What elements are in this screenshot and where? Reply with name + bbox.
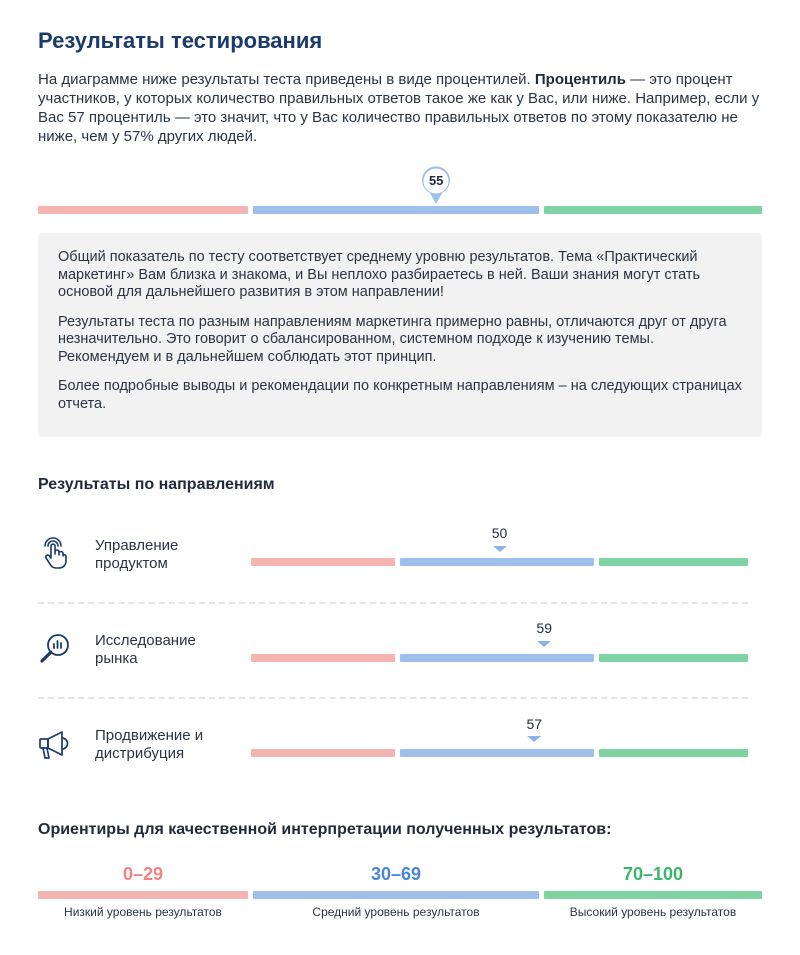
overall-marker-pin: [420, 166, 452, 206]
intro-part2: — это процент участников, у которых количество правильных ответов такое же как у Вас, или ниже. Например, если у Вас 57 процентиль — это значит, что у Вас количество правильных ответов по этому показателю не ниже, чем у 57% других людей.: [38, 71, 760, 145]
magnifier-chart-icon: [38, 632, 72, 666]
guide-scale-high: [544, 891, 762, 899]
direction-scale-mid: [400, 749, 594, 757]
direction-marker-promotion: [527, 736, 541, 742]
row-divider: [38, 602, 748, 604]
overall-scale-mid: [253, 206, 539, 214]
page-title: Результаты тестирования: [38, 28, 323, 53]
overall-scale-high: [544, 206, 762, 214]
summary-box: [38, 233, 762, 437]
touch-hand-icon: [38, 536, 72, 570]
direction-scale-high: [599, 749, 748, 757]
overall-scale-low: [38, 206, 248, 214]
intro-part1: На диаграмме ниже результаты теста приведены в виде процентилей.: [38, 71, 535, 88]
overall-marker-value: 55: [428, 173, 444, 188]
megaphone-icon: [38, 728, 72, 762]
range-label-mid: Средний уровень результатов: [312, 905, 480, 919]
directions-heading: Результаты по направлениям: [38, 476, 275, 493]
direction-scale-mid: [400, 654, 594, 662]
direction-value-promotion: 57: [526, 716, 543, 732]
summary-paragraph: Общий показатель по тесту соответствует среднему уровню результатов. Тема «Практический маркетинг» Вам близка и знакома, и Вы неплохо разбираетесь в ней. Ваши знания могут стать основой для дальнейшего развития в этом направлении!: [58, 249, 701, 300]
summary-paragraph: Результаты теста по разным направлениям маркетинга примерно равны, отличаются друг от друга незначительно. Это говорит о сбалансированном, системном подходе к изучению темы. Рекомендуем и в дальнейшем соблюдать этот принцип.: [58, 313, 727, 365]
direction-label-product: Управление продуктом: [95, 537, 179, 572]
intro-text: [38, 70, 766, 146]
direction-scale-low: [251, 654, 395, 662]
intro-bold-term: Процентиль: [534, 71, 626, 88]
row-divider: [38, 697, 748, 699]
summary-paragraph: Более подробные выводы и рекомендации по конкретным направлениям – на следующих страницах отчета.: [58, 378, 742, 412]
direction-label-promotion: Продвижение и дистрибуция: [95, 727, 204, 762]
range-label-low: Низкий уровень результатов: [64, 905, 222, 919]
direction-scale-low: [251, 558, 395, 566]
direction-scale-mid: [400, 558, 594, 566]
range-value-low: 0–29: [122, 864, 164, 884]
direction-marker-product: [493, 546, 507, 552]
range-label-high: Высокий уровень результатов: [569, 905, 737, 919]
direction-scale-low: [251, 749, 395, 757]
guide-heading: Ориентиры для качественной интерпретации полученных результатов:: [38, 821, 612, 838]
guide-scale-mid: [253, 891, 539, 899]
direction-scale-high: [599, 558, 748, 566]
range-value-high: 70–100: [622, 864, 684, 884]
direction-scale-high: [599, 654, 748, 662]
direction-value-product: 50: [491, 525, 508, 541]
direction-value-market: 59: [536, 620, 552, 636]
direction-label-market: Исследование рынка: [95, 632, 196, 667]
guide-scale-low: [38, 891, 248, 899]
range-value-mid: 30–69: [370, 864, 422, 884]
direction-marker-market: [537, 641, 551, 647]
